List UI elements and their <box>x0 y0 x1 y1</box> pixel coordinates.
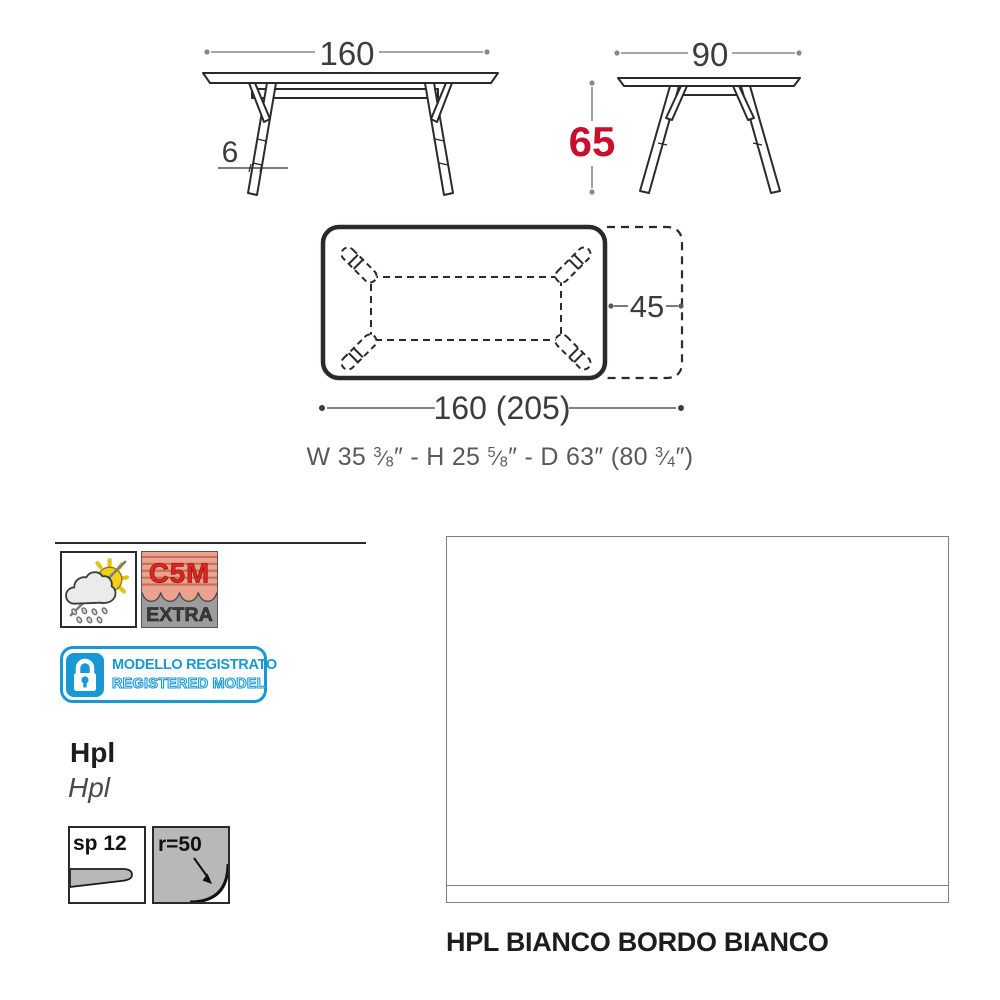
length-label: 160 (205) <box>433 390 571 426</box>
extension-depth-dimension <box>608 289 683 324</box>
imperial-segment: ⁄ <box>495 446 500 470</box>
registered-model-line2: REGISTERED MODEL <box>112 675 266 692</box>
front-table-shape <box>203 73 498 195</box>
extension-depth-label: 45 <box>629 289 665 324</box>
front-width-label: 160 <box>319 35 375 72</box>
c5m-grade-label: EXTRA <box>146 604 213 627</box>
finish-swatch <box>446 536 949 903</box>
weather-resistance-badge <box>60 551 137 628</box>
length-dimension <box>319 390 684 426</box>
front-view-drawing <box>150 25 510 205</box>
imperial-dimensions <box>270 443 730 472</box>
material-name-secondary: Hpl <box>68 772 111 803</box>
c5m-extra-icon <box>142 552 217 627</box>
height-dimension <box>569 80 616 194</box>
imperial-segment: 3 <box>373 445 382 462</box>
registered-model-badge <box>60 646 277 703</box>
imperial-segment: 4 <box>667 454 676 471</box>
side-table-shape <box>618 78 800 193</box>
front-leg-joints <box>253 139 448 165</box>
section-divider <box>55 542 366 544</box>
imperial-segment: ″ - H 25 <box>393 443 488 471</box>
imperial-segment: W 35 <box>306 443 374 471</box>
side-view-drawing <box>550 25 830 205</box>
imperial-segment: ″ - D 63″ (80 <box>508 443 656 471</box>
imperial-segment: 8 <box>499 454 509 471</box>
imperial-segment: 3 <box>655 445 664 462</box>
imperial-segment: 5 <box>487 445 496 462</box>
corner-radius-badge <box>152 826 230 904</box>
edge-profile-icon <box>70 828 144 902</box>
registered-model-line1: MODELLO REGISTRATO <box>112 657 277 674</box>
leg-thickness-label: 6 <box>221 136 239 169</box>
imperial-segment: ″) <box>675 443 694 471</box>
height-label: 65 <box>568 118 616 165</box>
imperial-segment: ⁄ <box>663 446 668 470</box>
side-width-label: 90 <box>691 36 729 73</box>
finish-caption: HPL BIANCO BORDO BIANCO <box>446 927 829 957</box>
imperial-segment: 8 <box>385 454 394 471</box>
swatch-edge-line <box>447 885 948 886</box>
imperial-segment: ⁄ <box>381 446 386 470</box>
lock-icon <box>66 653 104 697</box>
c5m-code-label: C5M <box>148 557 211 589</box>
edge-thickness-label: sp 12 <box>73 832 127 855</box>
front-width-dimension <box>204 35 489 72</box>
material-name: Hpl <box>70 737 116 768</box>
edge-thickness-badge <box>68 826 146 904</box>
side-leg-joints <box>658 143 762 145</box>
corner-radius-label: r=50 <box>158 833 202 856</box>
side-width-dimension <box>614 36 801 73</box>
c5m-extra-badge <box>141 551 218 628</box>
sun-rain-icon <box>62 553 135 626</box>
corner-radius-icon <box>154 828 228 902</box>
top-view-drawing <box>285 215 705 430</box>
